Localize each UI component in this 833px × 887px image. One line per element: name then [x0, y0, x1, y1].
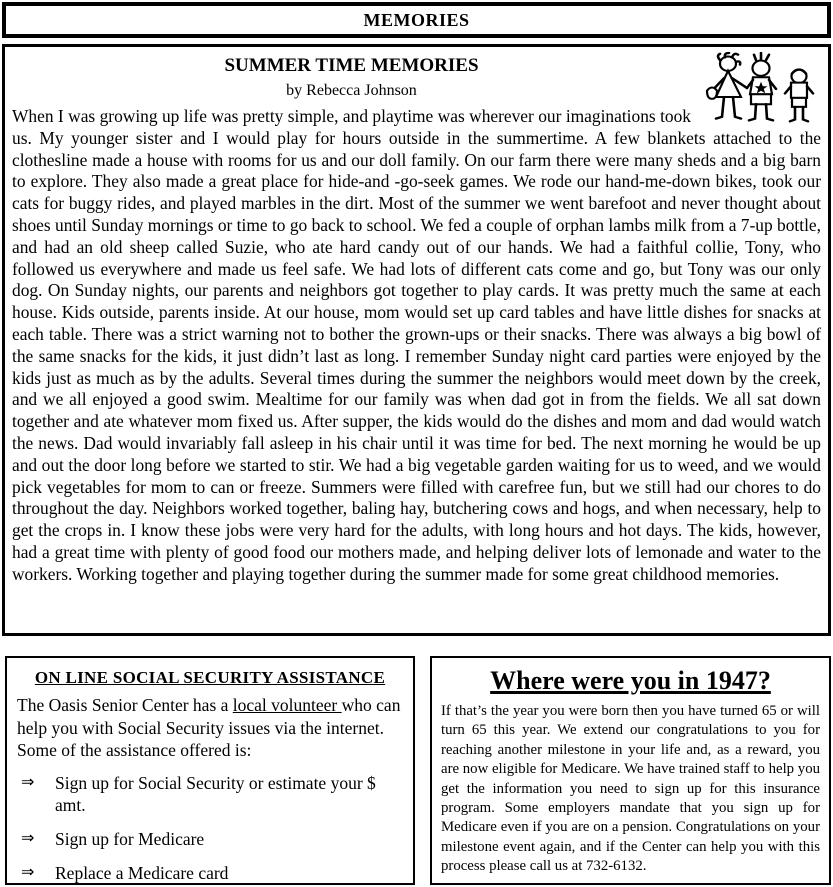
list-item-label: Sign up for Medicare	[55, 828, 205, 849]
year-1947-heading: Where were you in 1947?	[490, 666, 771, 695]
article-body-text: When I was growing up life was pretty simple, and playtime was wherever our imaginations took us. My younger sister and I would play for hours outside in the summertime. A few blankets attached to the clothesline made a house with rooms for us and our doll family. On our farm there were many sheds and a big barn to explore. They also made a great place for hide-and -go-seek games. We rode our hand-me-down bikes, took our cats for buggy rides, and played marbles in the dirt. Most of the summer we went barefoot and never thought about shoes until Sunday mornings or time to go back to school. We fed a couple of orphan lambs milk from a 7-up bottle, and had an old sheep called Suzie, who ate hard candy out of our hands. We had a faithful collie, Tony, who followed us everywhere and made us feel safe. We had lots of different cats come and go, but Tony was our only dog. On Sunday nights, our parents and neighbors got together to play cards. It was pretty much the same at each house. Kids outside, parents inside. At our house, mom would set up card tables and have little dishes for snacks at each table. There was a strict warning not to bother the grown-ups or their snacks. There was always a big bowl of the same snacks for the kids, it just didn’t last as long. I remember Sunday night card parties were enjoyed by the kids just as much as by the adults. Several times during the summer the neighbors would meet down by the creek, and we all enjoyed a good swim. Mealtime for our family was when dad got in from the fields. We all sat down together and ate whatever mom fixed us. After supper, the kids would do the dishes and mom and dad would watch the news. Dad would invariably fall asleep in his chair until it was time for bed. The next morning he would be up and out the door long before we started to stir. We had a big vegetable garden waiting for us to weed, and we would pick vegetables for mom to can or freeze. Summers were filled with carefree fun, but we still had our chores to do throughout the day. Neighbors worked together, baling hay, butchering cows and hogs, and when necessary, help to get the crops in. I know these jobs were very hard for the adults, with long hours and hot days. The kids, however, had a great time with plenty of good food our mothers made, and helping deliver lots of lemonade and water to the workers. Working together and playing together during the summer made for some great childhood memories.	[12, 106, 821, 584]
article-title: SUMMER TIME MEMORIES	[224, 55, 479, 76]
local-volunteer-underlined-text: local volunteer	[232, 695, 342, 715]
list-item	[17, 862, 403, 884]
article-byline: by Rebecca Johnson	[286, 82, 417, 99]
social-security-intro	[17, 694, 403, 762]
double-arrow-icon: ⇒	[21, 863, 35, 881]
stick-figure-family-icon	[701, 52, 821, 124]
list-item	[17, 828, 403, 850]
masthead-box	[2, 2, 831, 38]
intro-text-after: who can help you with Social Security issues via the internet. Some of the assistance offered is:	[17, 695, 401, 760]
year-1947-body-text: If that’s the year you were born then you have turned 65 or will turn 65 this year. We extend our congratulations to you for reaching another milestone in your life and, as a reward, you are now eligible for Medicare. We have trained staff to help you get the information you need to sign up for this insurance program. Some employers mandate that you sign up for Medicare even if you are on a pension. Congratulations on your milestone event again, and if the Center can help you with this process please call us at 732-6132.	[441, 703, 820, 875]
summer-time-memories-article	[2, 44, 831, 636]
list-item	[17, 772, 403, 816]
where-were-you-1947-box	[430, 656, 831, 885]
masthead-title: MEMORIES	[363, 9, 470, 30]
intro-text-before: The Oasis Senior Center has a	[17, 695, 233, 715]
list-item-label: Replace a Medicare card	[55, 862, 229, 883]
assistance-list	[17, 772, 403, 884]
social-security-assistance-box	[5, 656, 415, 885]
list-item-label: Sign up for Social Security or estimate your $ amt.	[55, 772, 376, 815]
double-arrow-icon: ⇒	[21, 829, 35, 847]
social-security-heading: ON LINE SOCIAL SECURITY ASSISTANCE	[34, 668, 386, 687]
double-arrow-icon: ⇒	[21, 773, 35, 791]
